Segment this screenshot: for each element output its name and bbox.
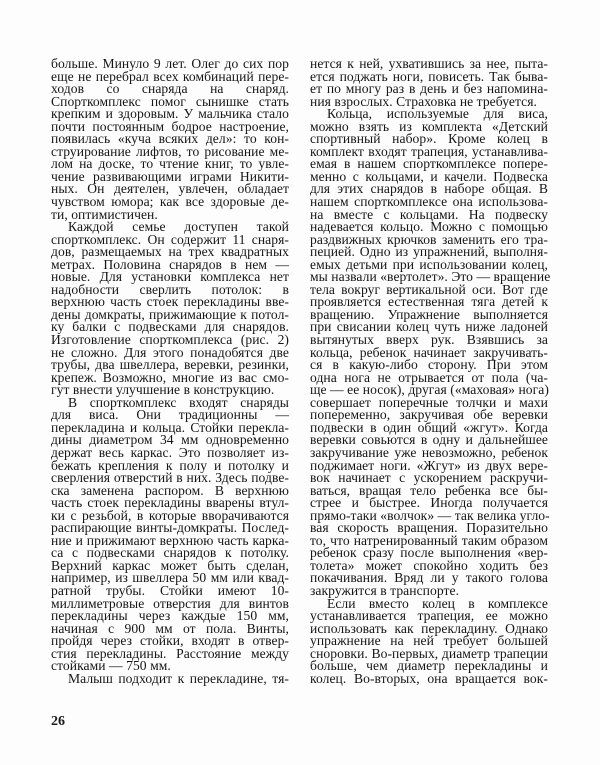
text-line: дов, размещаемых на трех квадратных bbox=[51, 244, 289, 260]
text-line: устанавливается трапеция, ее можно bbox=[310, 608, 548, 624]
text-line: еще не перебрал всех комбинаций пере- bbox=[51, 68, 289, 84]
text-line: ходов со снаряда на снаряд. bbox=[51, 81, 289, 97]
text-line: менно с кольцами, и качели. Подвеска bbox=[310, 168, 548, 184]
text-line: колец. Во-вторых, она вращается вок- bbox=[310, 670, 548, 686]
text-line: ребенок сразу после выполнения «вер- bbox=[310, 545, 548, 561]
text-line: мы назвали «вертолет». Это — вращение bbox=[310, 269, 551, 285]
text-line: подвески в один общий «жгут». Когда bbox=[310, 419, 548, 435]
text-line: стойками — 750 мм. bbox=[51, 658, 171, 674]
text-line: Спорткомплекс помог сынишке стать bbox=[51, 93, 289, 109]
text-line: нется к ней, ухватившись за нее, пыта- bbox=[310, 56, 548, 71]
text-line: появилась «куча всяких дел»: то кон- bbox=[51, 131, 289, 147]
text-line: совершает поперечные толчки и махи bbox=[310, 394, 548, 410]
text-line: почти постоянным бодрое настроение, bbox=[51, 118, 289, 134]
text-line: Малыш подходит к перекладине, тя- bbox=[68, 670, 289, 686]
text-line: вытянутых вверх рук. Взявшись за bbox=[310, 332, 548, 348]
text-line: перекладина и кольца. Стойки перекла- bbox=[51, 419, 289, 435]
text-line: крепким и здоровым. У мальчика стало bbox=[51, 106, 289, 122]
text-line: ет по многу раз в день и без напомина- bbox=[310, 81, 548, 97]
text-line: сверления отверстий в них. Здесь подве- bbox=[51, 470, 289, 486]
text-line: держат весь каркас. Это позволяет из- bbox=[51, 444, 289, 460]
text-line: трубы, два швеллера, веревки, резинки, bbox=[51, 357, 289, 373]
text-line: тела вокруг вертикальной оси. Вот где bbox=[310, 281, 548, 297]
text-line: емых детьми при использовании колец, bbox=[310, 256, 548, 272]
text-line: ваться, вращая тело ребенка все бы- bbox=[310, 482, 548, 498]
text-line: сноровки. Во-первых, диаметр трапеции bbox=[310, 645, 548, 661]
text-line: ся в какую-либо сторону. При этом bbox=[310, 357, 548, 373]
text-line: пройдя через стойки, входят в отвер- bbox=[51, 633, 289, 649]
text-line: метрах. Половина снарядов в нем — bbox=[51, 256, 289, 272]
text-line: ти, оптимистичен. bbox=[51, 206, 158, 222]
text-line: вращению. Упражнение выполняется bbox=[310, 306, 548, 322]
text-line: прямо-таки «волчок» — так велика угло- bbox=[310, 507, 550, 523]
text-line: ние и прижимают верхнюю часть карка- bbox=[51, 532, 289, 548]
text-line: перекладины через каждые 150 мм, bbox=[51, 608, 289, 624]
text-line: стия перекладины. Расстояние между bbox=[51, 645, 289, 661]
text-line: не сложно. Для этого понадобятся две bbox=[51, 344, 289, 360]
text-line: ется поджать ноги, повисеть. Так быва- bbox=[310, 68, 548, 84]
text-line: проявляется естественная тяга детей к bbox=[310, 294, 548, 310]
text-line: пецией. Одно из упражнений, выполня- bbox=[310, 244, 548, 260]
text-line: ния взрослых. Страховка не требуется. bbox=[310, 93, 537, 109]
text-line: спорткомплекс. Он содержит 11 снаря- bbox=[51, 231, 289, 247]
left-text-column bbox=[51, 58, 289, 685]
text-line: Кольца, используемые для виса, bbox=[327, 106, 548, 122]
text-line: закручивание уже невозможно, ребенок bbox=[310, 444, 548, 460]
text-line: лом на доске, то чтение книг, то увле- bbox=[51, 156, 289, 172]
text-line: ки с резьбой, в которые вворачиваются bbox=[51, 507, 289, 523]
text-line: вок начинает с ускорением раскручи- bbox=[310, 470, 548, 486]
text-line: Изготовление спорткомплекса (рис. 2) bbox=[51, 332, 289, 348]
text-line: ще — ее носок), другая («маховая» нога) bbox=[310, 382, 549, 398]
text-line: крепеж. Возможно, многие из вас смо- bbox=[51, 369, 289, 385]
text-line: одна нога не отрывается от пола (ча- bbox=[310, 369, 548, 385]
text-line: дены домкраты, прижимающие к потол- bbox=[51, 306, 289, 322]
text-line: вая скорость вращения. Поразительно bbox=[310, 520, 548, 536]
text-line: попеременно, закручивая обе веревки bbox=[310, 407, 548, 423]
text-line: новые. Для установки комплекса нет bbox=[51, 269, 289, 285]
text-line: распирающие винты-домкраты. Послед- bbox=[51, 520, 289, 536]
text-line: надевается кольцо. Можно с помощью bbox=[310, 219, 548, 235]
page-number: 26 bbox=[51, 714, 65, 729]
text-line: Верхний каркас может быть сделан, bbox=[51, 557, 289, 573]
text-line: комплект входят трапеция, устанавлива- bbox=[310, 143, 548, 159]
text-line: для виса. Они традиционны — bbox=[51, 407, 289, 423]
text-line: гут внести улучшение в конструкцию. bbox=[51, 382, 275, 398]
text-line: стрее и быстрее. Иногда получается bbox=[310, 495, 548, 511]
text-line: миллиметровые отверстия для винтов bbox=[51, 595, 289, 611]
text-line: например, из швеллера 50 мм или квад- bbox=[51, 570, 289, 586]
text-line: са с подвесками снарядов к потолку. bbox=[51, 545, 289, 561]
text-line: В спорткомплекс входят снаряды bbox=[68, 394, 289, 410]
text-line: использовать как перекладину. Однако bbox=[310, 620, 548, 636]
text-line: больше. Минуло 9 лет. Олег до сих пор bbox=[51, 56, 289, 71]
text-line: ратной трубы. Стойки имеют 10- bbox=[51, 582, 289, 598]
text-line: покачивания. Вряд ли у такого голова bbox=[310, 570, 548, 586]
text-line: чение развивающими играми Никити- bbox=[51, 168, 289, 184]
text-line: поджимает ноги. «Жгут» из двух вере- bbox=[310, 457, 548, 473]
text-line: при свисании колец чуть ниже ладоней bbox=[310, 319, 548, 335]
text-line: веревки совьются в одну и дальнейшее bbox=[310, 432, 548, 448]
text-line: больше, чем диаметр перекладины и bbox=[310, 658, 548, 674]
text-line: Каждой семье доступен такой bbox=[68, 219, 289, 235]
text-line: толета» может спокойно ходить без bbox=[310, 557, 548, 573]
text-line: раздвижных крючков заменить его тра- bbox=[310, 231, 548, 247]
text-line: ку балки с подвесками для снарядов. bbox=[51, 319, 289, 335]
text-line: верхнюю часть стоек перекладины вве- bbox=[51, 294, 289, 310]
text-line: чувством юмора; как все здоровые де- bbox=[51, 194, 289, 210]
text-line: можно взять из комплекта «Детский bbox=[310, 118, 548, 134]
text-line: на вместе с кольцами. На подвеску bbox=[310, 206, 548, 222]
text-line: спортивный набор». Кроме колец в bbox=[310, 131, 548, 147]
text-line: кольца, ребенок начинает закручивать- bbox=[310, 344, 548, 360]
text-line: закружится в транспорте. bbox=[310, 582, 460, 598]
text-line: емая в нашем спорткомплексе попере- bbox=[310, 156, 548, 172]
text-line: нашем спорткомплексе она использова- bbox=[310, 194, 548, 210]
text-line: для этих снарядов в наборе общая. В bbox=[310, 181, 548, 197]
text-line: Если вместо колец в комплексе bbox=[327, 595, 548, 611]
text-line: надобности сверлить потолок: в bbox=[51, 281, 289, 297]
text-line: начиная с 900 мм от пола. Винты, bbox=[51, 620, 289, 636]
text-line: то, что натренированный таким образом bbox=[310, 532, 548, 548]
text-line: упражнение на ней требует большей bbox=[310, 633, 548, 649]
text-line: часть стоек перекладины вварены втул- bbox=[51, 495, 289, 511]
text-line: бежать крепления к полу и потолку и bbox=[51, 457, 289, 473]
right-text-column bbox=[310, 56, 551, 686]
text-line: ных. Он деятелен, увлечен, обладает bbox=[51, 181, 289, 197]
text-line: струирование лифтов, то рисование ме- bbox=[51, 143, 289, 159]
text-line: ска заменена распором. В верхнюю bbox=[51, 482, 289, 498]
text-line: дины диаметром 34 мм одновременно bbox=[51, 432, 289, 448]
